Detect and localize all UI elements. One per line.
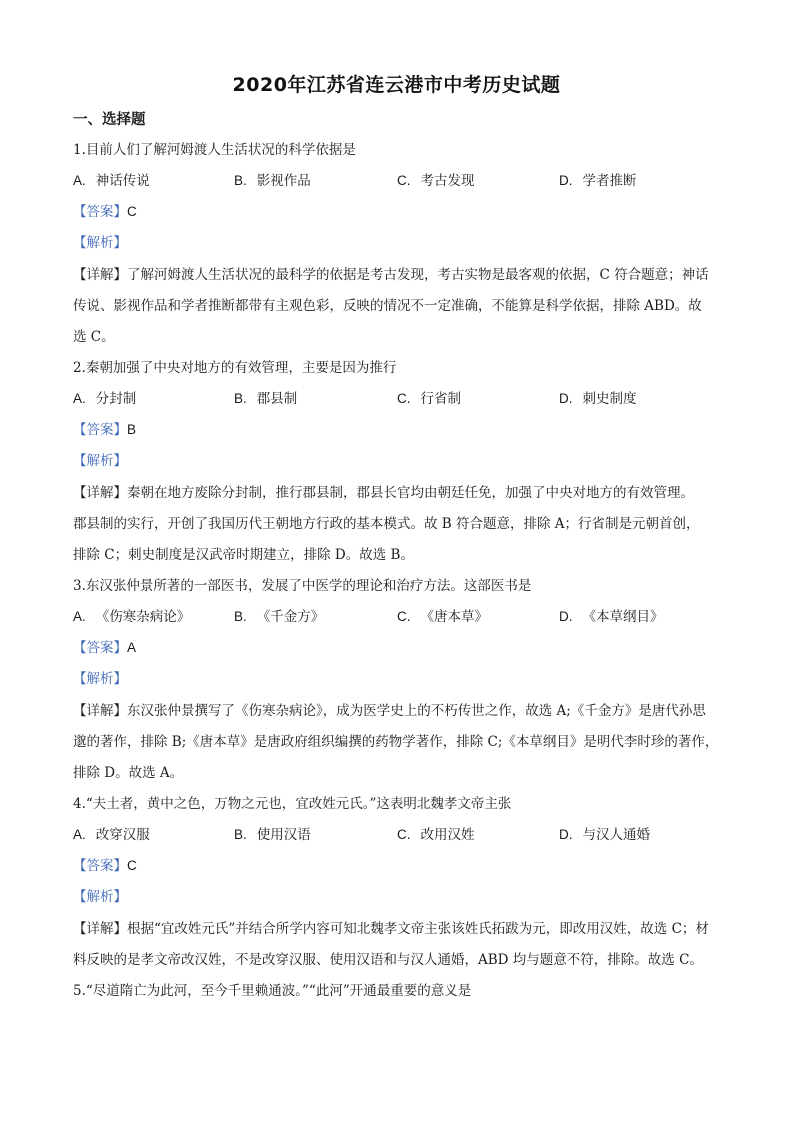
- question-4-option-a: A. 改穿汉服: [73, 827, 150, 843]
- question-3-option-c: C. 《唐本草》: [397, 609, 488, 625]
- question-2-detail-line-3: 排除 C；刺史制度是汉武帝时期建立，排除 D。故选 B。: [73, 547, 414, 563]
- question-1-detail-line-3: 选 C。: [73, 329, 115, 345]
- question-4-detail-line-1: 【详解】根据“宜改姓元氏”并结合所学内容可知北魏孝文帝主张该姓氏拓跋为元，即改用汉姓，故选 C；材: [73, 921, 709, 937]
- question-4-stem: 4.“夫土者，黄中之色，万物之元也，宜改姓元氏。”这表明北魏孝文帝主张: [73, 796, 512, 812]
- question-3-stem: 3.东汉张仲景所著的一部医书，发展了中医学的理论和治疗方法。这部医书是: [73, 578, 532, 594]
- page-title: 2020年江苏省连云港市中考历史试题: [232, 74, 561, 96]
- question-3-detail-line-1: 【详解】东汉张仲景撰写了《伤寒杂病论》，成为医学史上的不朽传世之作，故选 A;《千金方》是唐代孙思: [73, 703, 706, 719]
- question-2-stem: 2.秦朝加强了中央对地方的有效管理，主要是因为推行: [73, 360, 397, 376]
- question-2-answer: 【答案】B: [73, 422, 137, 438]
- question-3-option-d: D. 《本草纲目》: [559, 609, 664, 625]
- question-2-options: [73, 389, 723, 409]
- question-3-answer: 【答案】A: [73, 640, 137, 656]
- question-2-option-c: C. 行省制: [397, 391, 461, 407]
- question-1-answer: 【答案】C: [73, 204, 137, 220]
- question-1-analysis-label: 【解析】: [73, 235, 127, 251]
- question-5-stem: 5.“尽道隋亡为此河，至今千里赖通波。”“此河”开通最重要的意义是: [73, 983, 472, 999]
- question-2-detail-line-1: 【详解】秦朝在地方废除分封制，推行郡县制，郡县长官均由朝廷任免，加强了中央对地方的有效管理。: [73, 485, 694, 501]
- question-3-option-a: A. 《伤寒杂病论》: [73, 609, 191, 625]
- question-3-analysis-label: 【解析】: [73, 671, 127, 687]
- question-3-detail-line-3: 排除 D。故选 A。: [73, 765, 184, 781]
- question-2-option-d: D. 刺史制度: [559, 391, 637, 407]
- question-4-analysis-label: 【解析】: [73, 889, 127, 905]
- question-3-option-b: B. 《千金方》: [234, 609, 325, 625]
- question-1-option-a: A. 神话传说: [73, 173, 150, 189]
- question-2-option-b: B. 郡县制: [234, 391, 298, 407]
- question-4-option-b: B. 使用汉语: [234, 827, 311, 843]
- question-2-option-a: A. 分封制: [73, 391, 137, 407]
- question-3-options: [73, 607, 723, 627]
- question-4-option-c: C. 改用汉姓: [397, 827, 475, 843]
- question-1-options: [73, 171, 723, 191]
- question-4-answer: 【答案】C: [73, 858, 137, 874]
- question-1-detail-line-1: 【详解】了解河姆渡人生活状况的最科学的依据是考古发现，考古实物是最客观的依据，C 符合题意；神话: [73, 267, 709, 283]
- question-1-stem: 1.目前人们了解河姆渡人生活状况的科学依据是: [73, 142, 356, 158]
- question-3-detail-line-2: 邈的著作，排除 B;《唐本草》是唐政府组织编撰的药物学著作，排除 C;《本草纲目》是明代李时珍的著作，: [73, 734, 719, 750]
- question-4-option-d: D. 与汉人通婚: [559, 827, 650, 843]
- question-1-option-c: C. 考古发现: [397, 173, 475, 189]
- question-2-analysis-label: 【解析】: [73, 453, 127, 469]
- question-1-detail-line-2: 传说、影视作品和学者推断都带有主观色彩，反映的情况不一定准确，不能算是科学依据，排除 ABD。故: [73, 298, 702, 314]
- question-4-options: [73, 825, 723, 845]
- section-heading: 一、选择题: [73, 112, 146, 128]
- question-2-detail-line-2: 郡县制的实行，开创了我国历代王朝地方行政的基本模式。故 B 符合题意，排除 A；行省制是元朝首创，: [73, 516, 700, 532]
- question-1-option-b: B. 影视作品: [234, 173, 311, 189]
- question-1-option-d: D. 学者推断: [559, 173, 637, 189]
- question-4-detail-line-2: 料反映的是孝文帝改汉姓，不是改穿汉服、使用汉语和与汉人通婚，ABD 均与题意不符，排除。故选 C。: [73, 952, 703, 968]
